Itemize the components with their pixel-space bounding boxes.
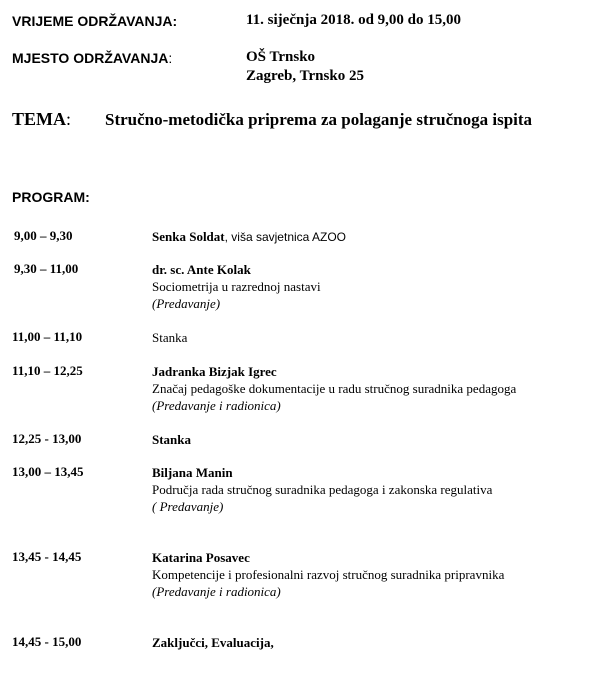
program-row-time: 11,00 – 11,10 — [12, 329, 83, 344]
place-line1: OŠ Trnsko — [246, 49, 316, 65]
theme-label — [12, 109, 71, 130]
program-row-body — [152, 363, 516, 414]
place-label-text: MJESTO ODRŽAVANJA — [12, 50, 169, 66]
program-row-body — [152, 329, 187, 346]
program-row-body — [152, 431, 191, 448]
theme-value: Stručno-metodička priprema za polaganje stručnoga ispita — [105, 110, 533, 129]
session-format: ( Predavanje) — [152, 499, 224, 514]
program-row-body — [152, 634, 274, 651]
theme-label-text: TEMA — [12, 109, 66, 129]
place-colon: : — [168, 50, 173, 66]
time-label: VRIJEME ODRŽAVANJA: — [12, 13, 178, 29]
break-label: Stanka — [152, 432, 192, 447]
program-row-body — [152, 464, 492, 515]
speaker-name: Senka Soldat — [152, 229, 225, 244]
program-row-body — [152, 261, 321, 312]
place-line2: Zagreb, Trnsko 25 — [246, 68, 364, 84]
session-format: (Predavanje) — [152, 296, 221, 311]
theme-colon: : — [66, 109, 72, 129]
speaker-title: , viša savjetnica AZOO — [224, 230, 347, 244]
session-topic: Sociometrija u razrednoj nastavi — [152, 279, 321, 294]
program-row-time: 11,10 – 12,25 — [12, 363, 83, 378]
program-row-time: 9,00 – 9,30 — [14, 228, 73, 243]
speaker-name: Biljana Manin — [152, 465, 233, 480]
program-row-body — [152, 549, 504, 600]
speaker-name: Katarina Posavec — [152, 550, 250, 565]
speaker-name: Jadranka Bizjak Igrec — [152, 364, 277, 379]
break-label: Stanka — [152, 330, 188, 345]
program-row-time: 12,25 - 13,00 — [12, 431, 82, 446]
session-topic: Kompetencije i profesionalni razvoj stručnog suradnika pripravnika — [152, 567, 505, 582]
closing-label: Zaključci, Evaluacija, — [152, 635, 274, 650]
session-topic: Značaj pedagoške dokumentacije u radu stručnog suradnika pedagoga — [152, 381, 517, 396]
speaker-name: dr. sc. Ante Kolak — [152, 262, 251, 277]
program-row-body — [152, 228, 346, 246]
program-heading: PROGRAM: — [12, 189, 90, 205]
program-row-time: 13,45 - 14,45 — [12, 549, 82, 564]
program-row-time: 13,00 – 13,45 — [12, 464, 84, 479]
session-format: (Predavanje i radionica) — [152, 398, 281, 413]
time-value: 11. siječnja 2018. od 9,00 do 15,00 — [246, 12, 462, 28]
program-row-time: 14,45 - 15,00 — [12, 634, 82, 649]
session-topic: Područja rada stručnog suradnika pedagoga i zakonska regulativa — [152, 482, 493, 497]
place-label — [12, 50, 172, 66]
program-row-time: 9,30 – 11,00 — [14, 261, 79, 276]
session-format: (Predavanje i radionica) — [152, 584, 281, 599]
